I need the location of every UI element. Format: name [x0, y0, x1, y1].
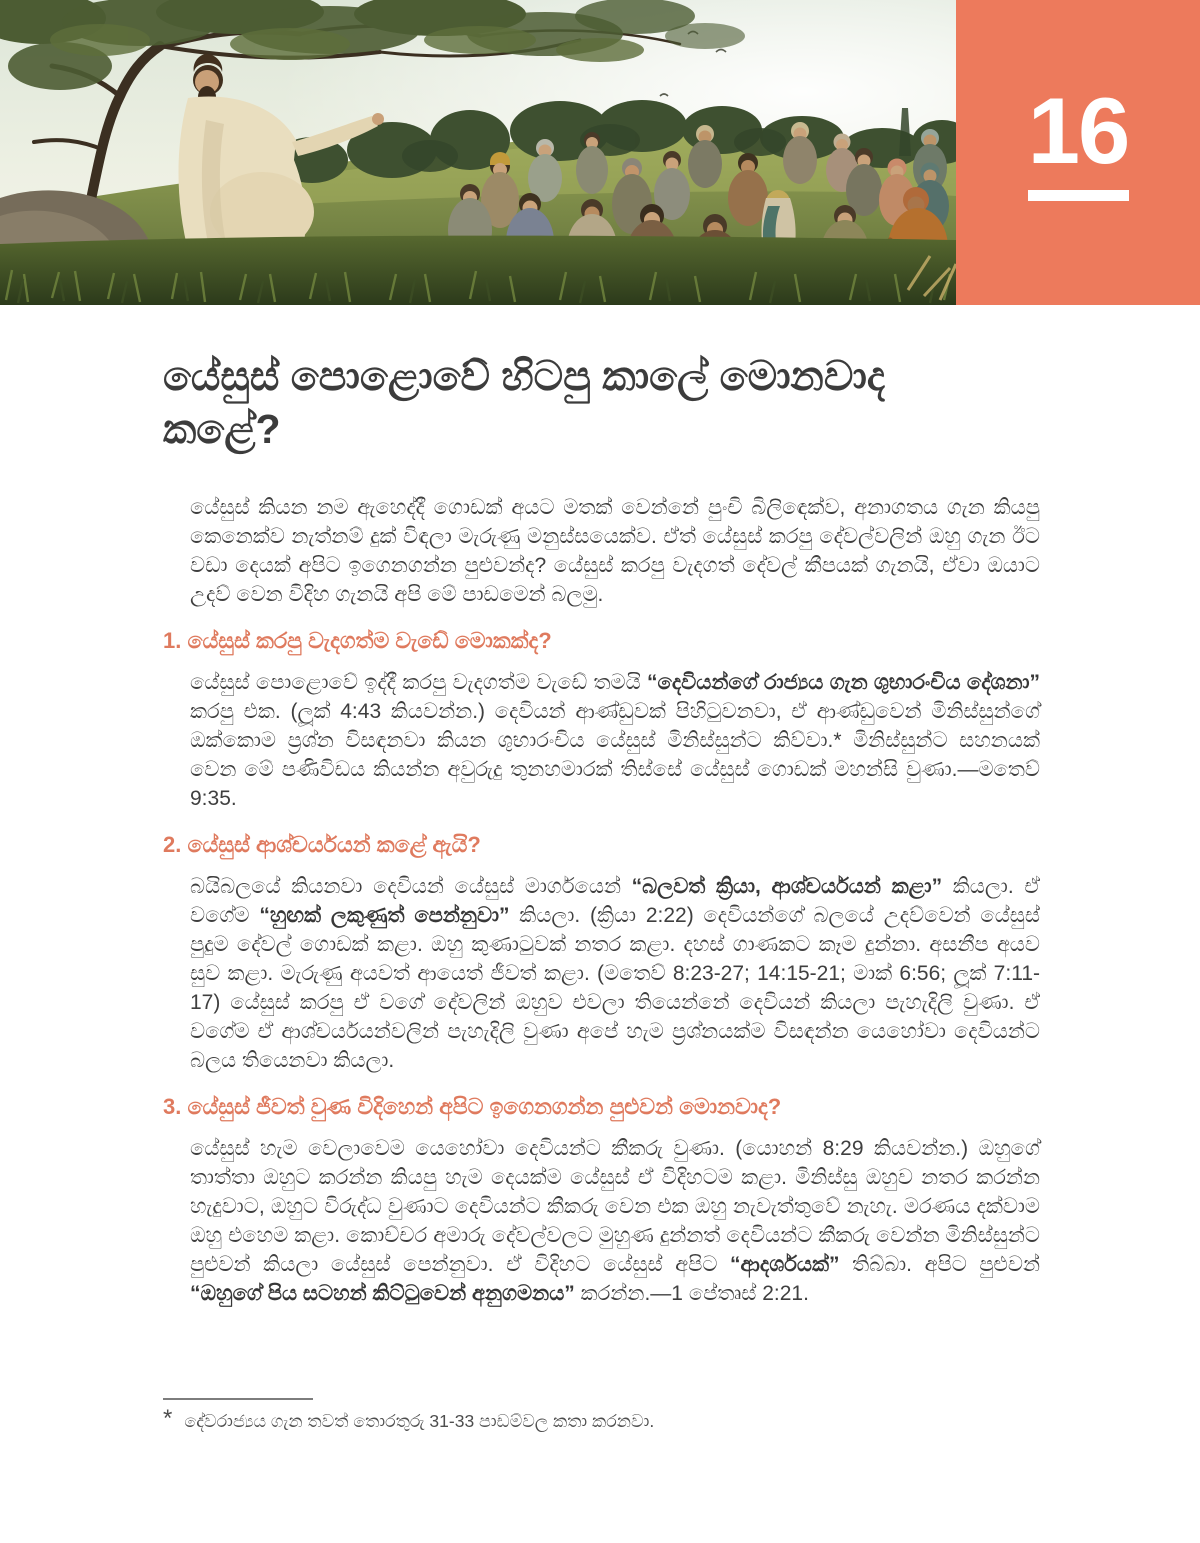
footnote-divider — [163, 1398, 313, 1400]
section-paragraph-2: බයිබලයේ කියනවා දෙවියන් යේසුස් මාර්ගයෙන් “බලවත් ක්‍රියා, ආශ්චර්යයන් කළා” කියලා. ඒ වගේම “හුඟක් ලකුණුත් පෙන්නුවා” කියලා. (ක්‍රියා 2:22) දෙවියන්ගේ බලයේ උදව්වෙන් යේසුස් පුදුම දේවල් ගොඩක් කළා. ඔහු කුණාටුවක් නතර කළා. දහස් ගාණකට කෑම දුන්නා. අසනීප අයව සුව කළා. මැරුණු අයවත් ආයෙත් ජීවත් කළා. (මතෙව් 8:23-27; 14:15-21; මාක් 6:56; ලූක් 7:11-17) යේසුස් කරපු ඒ වගේ දේවලින් ඔහුව එවලා තියෙන්නේ දෙවියන් කියලා පැහැදිලි වුණා. ඒ වගේම ඒ ආශ්චර්යයන්වලින් පැහැදිලි වුණා අපේ හැම ප්‍රශ්නයක්ම විසඳන්න යෙහෝවා දෙවියන්ට බලය තියෙනවා කියලා. — [190, 874, 1040, 1072]
footnote-text: දේවරාජ්‍යය ගැන තවත් තොරතුරු 31-33 පාඩම්වල කතා කරනවා. — [184, 1411, 655, 1431]
intro-paragraph: යේසුස් කියන නම ඇහෙද්දී ගොඩක් අයට මතක් වෙන්නේ පුංචි බිලිඳෙක්ව, අනාගතය ගැන කියපු කෙනෙක්ව නැත්නම් දුක් විඳලා මැරුණු මනුස්සයෙක්ව. ඒත් යේසුස් කරපු දේවල්වලින් ඔහු ගැන ඊට වඩා දෙයක් අපිට ඉගෙනගන්න පුළුවන්ද? යේසුස් කරපු වැදගත් දේවල් කීපයක් ගැනයි, ඒවා ඔයාට උදව් වෙන විදිහ ගැනයි අපි මේ පාඩමෙන් බලමු. — [190, 495, 1040, 606]
lesson-number: 16 — [1027, 78, 1129, 183]
lesson-number-badge — [956, 0, 1200, 305]
hero-header — [0, 0, 1200, 305]
lesson-section-3 — [163, 1092, 1040, 1308]
question-heading-1: 1. යේසුස් කරපු වැදගත්ම වැඩේ මොකක්ද? — [163, 627, 552, 653]
question-heading-2: 2. යේසුස් ආශ්චර්යයන් කළේ ඇයි? — [163, 831, 481, 857]
lesson-number-underline — [1028, 190, 1129, 201]
section-paragraph-1: යේසුස් පොළොවේ ඉද්දී කරපු වැදගත්ම වැඩේ තමයි “දෙවියන්ගේ රාජ්‍යය ගැන ශුභාරංචිය දේශනා” කරපු එක. (ලූක් 4:43 කියවන්න.) දෙවියන් ආණ්ඩුවක් පිහිටුවනවා, ඒ ආණ්ඩුවෙන් මිනිස්සුන්ගේ ඔක්කොම ප්‍රශ්න විසඳනවා කියන ශුභාරංචිය යේසුස් මිනිස්සුන්ට කිව්වා.* මිනිස්සුන්ට සහනයක් වෙන මේ පණිවිඩය කියන්න අවුරුදු තුනහමාරක් තිස්සේ යේසුස් ගොඩක් මහන්සි වුණා.—මතෙව් 9:35. — [190, 670, 1040, 810]
question-heading-3: 3. යේසුස් ජීවත් වුණ විදිහෙන් අපිට ඉගෙනගන්න පුළුවන් මොනවාද? — [163, 1093, 782, 1119]
footnote — [163, 1398, 1040, 1433]
footnote-marker: * — [163, 1405, 173, 1432]
lesson-section-1 — [163, 626, 1040, 813]
hero-illustration — [0, 0, 956, 305]
page-title: යේසුස් පොළොවේ හිටපු කාලේ මොනවාද කළේ? — [163, 353, 886, 453]
section-paragraph-3: යේසුස් හැම වෙලාවෙම යෙහෝවා දෙවියන්ට කීකරු වුණා. (යොහන් 8:29 කියවන්න.) ඔහුගේ තාත්තා ඔහුට කරන්න කියපු හැම දෙයක්ම යේසුස් ඒ විදිහටම කළා. මිනිස්සු ඔහුව නතර කරන්න හැදුවාට, ඔහුට විරුද්ධ වුණාට දෙවියන්ට කීකරු වෙන එක ඔහු නැවැත්තුවේ නැහැ. මරණය දක්වාම ඔහු එහෙම කළා. කොච්චර අමාරු දේවල්වලට මුහුණ දුන්නත් දෙවියන්ට කීකරු වෙන්න මිනිස්සුන්ට පුළුවන් කියලා යේසුස් පෙන්නුවා. ඒ විදිහට යේසුස් අපිට “ආදර්ශයක්” තිබ්බා. අපිට පුළුවන් “ඔහුගේ පිය සටහන් කිට්ටුවෙන් අනුගමනය” කරන්න.—1 පේතෘස් 2:21. — [190, 1136, 1040, 1305]
hero-photo — [0, 0, 956, 305]
lesson-content — [163, 350, 1040, 1308]
lesson-section-2 — [163, 830, 1040, 1075]
